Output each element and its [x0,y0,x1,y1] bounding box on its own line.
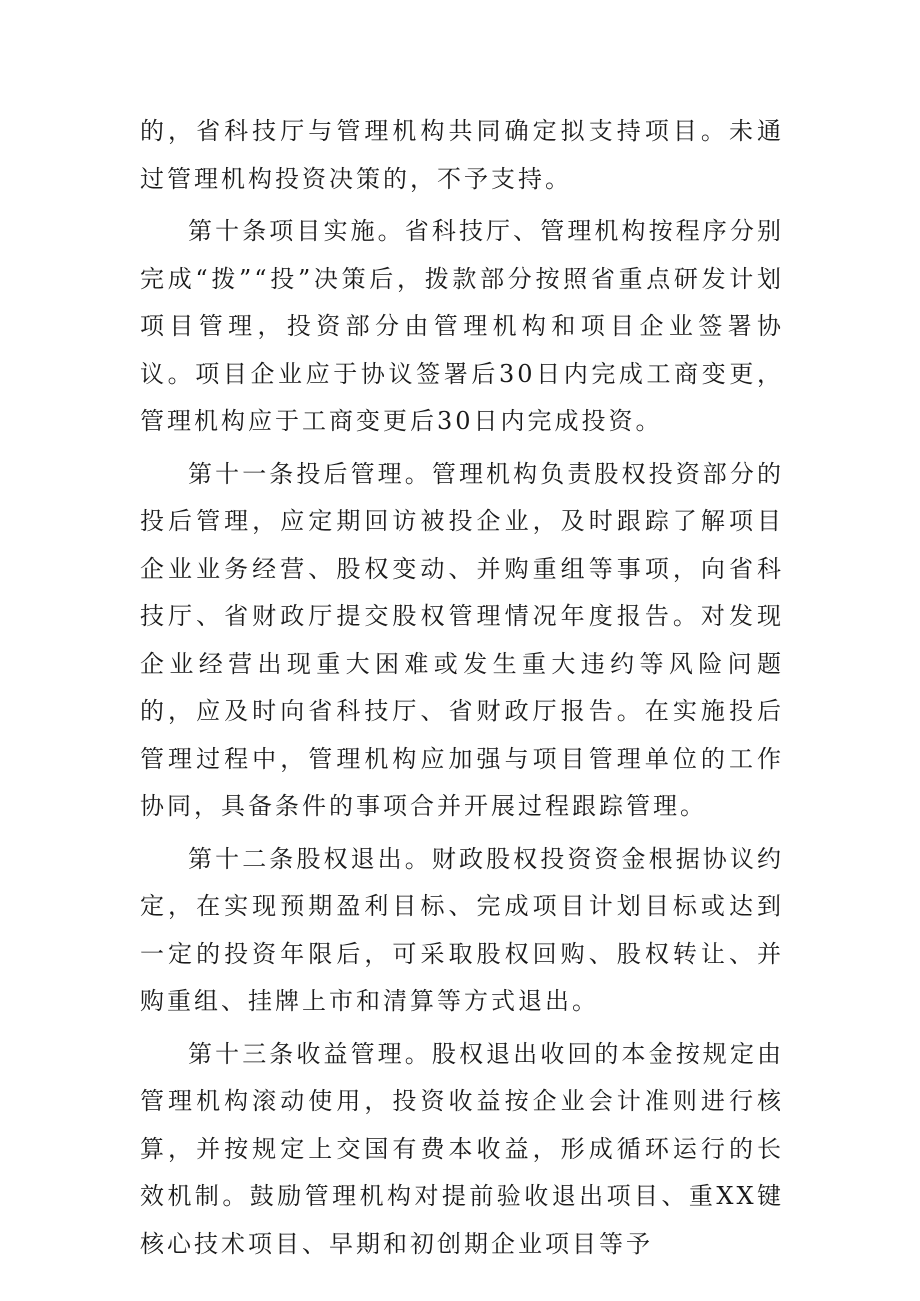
paragraph-continuation: 的，省科技厅与管理机构共同确定拟支持项目。未通过管理机构投资决策的，不予支持。 [140,117,784,193]
paragraph-article-11: 第十一条投后管理。管理机构负责股权投资部分的投后管理，应定期回访被投企业，及时跟踪了解项目企业业务经营、股权变动、并购重组等事项，向省科技厅、省财政厅提交股权管理情况年度报告。对发现企业经营出现重大困难或发生重大违约等风险问题的，应及时向省科技厅、省财政厅报告。在实施投后管理过程中，管理机构应加强与项目管理单位的工作协同，具备条件的事项合并开展过程跟踪管理。 [140,459,784,820]
paragraph-article-10: 第十条项目实施。省科技厅、管理机构按程序分别完成“拨”“投”决策后，拨款部分按照省重点研发计划项目管理，投资部分由管理机构和项目企业签署协议。项目企业应于协议签署后30日内完成工商变更，管理机构应于工商变更后30日内完成投资。 [140,217,784,435]
paragraph-article-12: 第十二条股权退出。财政股权投资资金根据协议约定，在实现预期盈利目标、完成项目计划目标或达到一定的投资年限后，可采取股权回购、股权转让、并购重组、挂牌上市和清算等方式退出。 [140,844,784,1015]
paragraph-article-13: 第十三条收益管理。股权退出收回的本金按规定由管理机构滚动使用，投资收益按企业会计准则进行核算，并按规定上交国有费本收益，形成循环运行的长效机制。鼓励管理机构对提前验收退出项目、重XX键核心技术项目、早期和初创期企业项目等予 [140,1039,784,1258]
